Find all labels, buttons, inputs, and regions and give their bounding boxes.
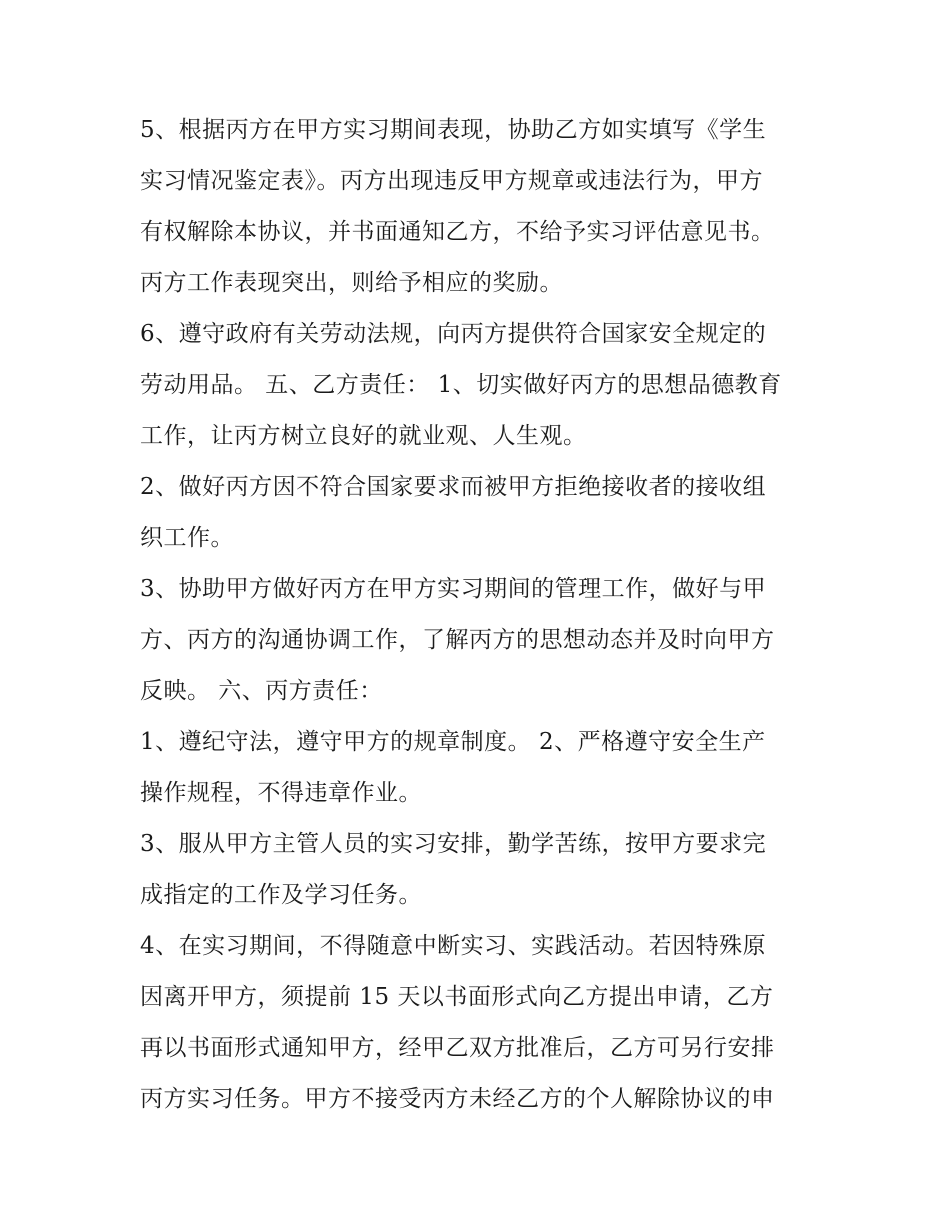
text-line: 3、协助甲方做好丙方在甲方实习期间的管理工作，做好与甲	[140, 576, 767, 602]
text-line: 成指定的工作及学习任务。	[140, 882, 422, 908]
text-line: 再以书面形式通知甲方，经甲乙双方批准后，乙方可另行安排	[140, 1035, 775, 1061]
text-line: 有权解除本协议，并书面通知乙方，不给予实习评估意见书。	[140, 219, 775, 245]
text-line: 5、根据丙方在甲方实习期间表现，协助乙方如实填写《学生	[140, 117, 767, 143]
text-line: 3、服从甲方主管人员的实习安排，勤学苦练，按甲方要求完	[140, 831, 767, 857]
text-line: 织工作。	[140, 525, 234, 551]
text-line: 工作，让丙方树立良好的就业观、人生观。	[140, 423, 587, 449]
text-line: 2、做好丙方因不符合国家要求而被甲方拒绝接收者的接收组	[140, 474, 767, 500]
text-line: 操作规程，不得违章作业。	[140, 780, 422, 806]
text-line: 1、遵纪守法，遵守甲方的规章制度。 2、严格遵守安全生产	[140, 729, 766, 755]
text-line: 实习情况鉴定表》。丙方出现违反甲方规章或违法行为，甲方	[140, 168, 763, 194]
document-body	[140, 105, 820, 1125]
text-line: 丙方工作表现突出，则给予相应的奖励。	[140, 270, 563, 296]
text-line: 劳动用品。 五、乙方责任： 1、切实做好丙方的思想品德教育	[140, 372, 782, 398]
text-line: 因离开甲方，须提前 15 天以书面形式向乙方提出申请，乙方	[140, 984, 774, 1010]
text-line: 丙方实习任务。甲方不接受丙方未经乙方的个人解除协议的申	[140, 1086, 775, 1112]
text-line: 4、在实习期间，不得随意中断实习、实践活动。若因特殊原	[140, 933, 767, 959]
text-line: 反映。 六、丙方责任：	[140, 678, 383, 704]
text-line: 方、丙方的沟通协调工作，了解丙方的思想动态并及时向甲方	[140, 627, 775, 653]
text-line: 6、遵守政府有关劳动法规，向丙方提供符合国家安全规定的	[140, 321, 767, 347]
